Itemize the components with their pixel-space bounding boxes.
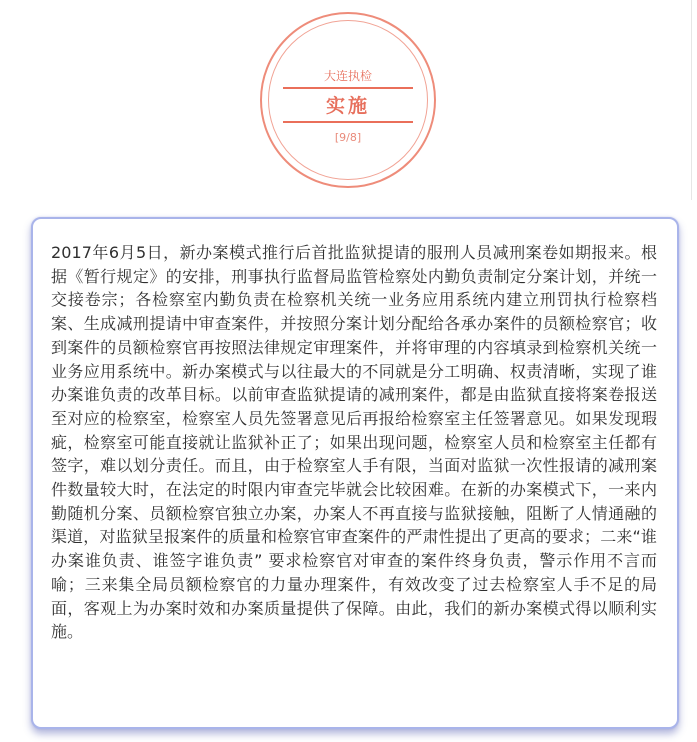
- seal-title: 实施: [325, 95, 370, 117]
- right-divider: [691, 0, 692, 200]
- article-body: 2017年6月5日，新办案模式推行后首批监狱提请的服刑人员减刑案卷如期报来。根据《暂行规定》的安排，刑事执行监督局监管检察处内勤负责制定分案计划，并统一交接卷宗；各检察室内勤负责在检察机关统一业务应用系统内建立刑罚执行检察档案、生成减刑提请中审查案件，并按照分案计划分配给各承办案件的员额检察官；收到案件的员额检察官再按照法律规定审理案件，并将审理的内容填录到检察机关统一业务应用系统中。新办案模式与以往最大的不同就是分工明确、权责清晰，实现了谁办案谁负责的改革目标。以前审查监狱提请的减刑案件，都是由监狱直接将案卷报送至对应的检察室，检察室人员先签署意见后再报给检察室主任签署意见。如果发现瑕疵，检察室可能直接就让监狱补正了；如果出现问题，检察室人员和检察室主任都有签字，难以划分责任。而且，由于检察室人手有限，当面对监狱一次性报请的减刑案件数量较大时，在法定的时限内审查完毕就会比较困难。在新的办案模式下，一来内勤随机分案、员额检察官独立办案，办案人不再直接与监狱接触，阻断了人情通融的渠道，对监狱呈报案件的质量和检察官审查案件的严肃性提出了更高的要求；二来“谁办案谁负责、谁签字谁负责” 要求检察官对审查的案件终身负责，警示作用不言而喻；三来集全局员额检察官的力量办理案件，有效改变了过去检察室人手不足的局面，客观上为办案时效和办案质量提供了保障。由此，我们的新办案模式得以顺利实施。: [51, 243, 657, 642]
- seal-source-label: 大连执检: [323, 69, 372, 83]
- seal-top-rule: [283, 87, 413, 89]
- seal-date: [9/8]: [334, 131, 362, 144]
- article-card: [31, 217, 679, 729]
- seal-bottom-rule: [283, 121, 413, 123]
